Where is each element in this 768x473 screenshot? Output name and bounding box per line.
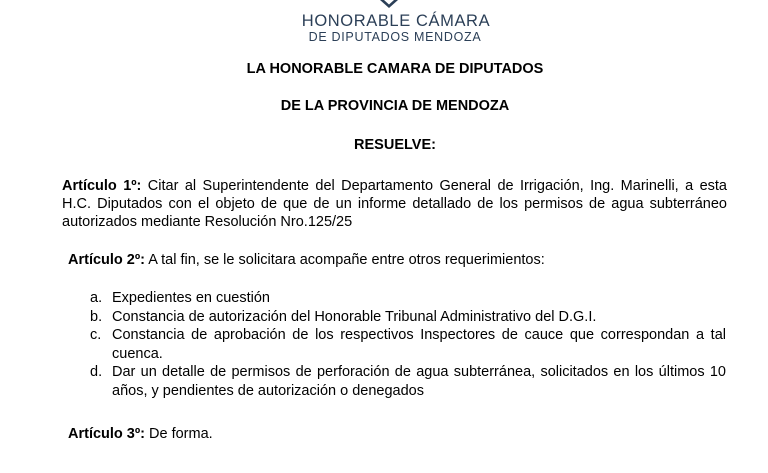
list-marker: b.: [90, 308, 103, 325]
list-item: [90, 308, 726, 327]
article-2-label: Artículo 2º:: [68, 252, 145, 268]
document-title: LA HONORABLE CAMARA DE DIPUTADOS: [246, 61, 544, 77]
resolution-heading: RESUELVE:: [354, 137, 436, 153]
article-3-label: Artículo 3º:: [68, 426, 145, 442]
article-2: [68, 251, 728, 269]
list-marker: d.: [90, 364, 103, 380]
list-item-text: Constancia de aprobación de los respectivos Inspectores de cauce que correspondan a tal cuenca.: [112, 327, 726, 362]
article-3-text: De forma.: [145, 426, 213, 442]
article-1-text: Citar al Superintendente del Departamento General de Irrigación, Ing. Marinelli, a esta H.C. Diputados con el objeto de que de un informe detallado de los permisos de agua subterráneo autorizados mediante Resolución Nro.125/25: [62, 178, 727, 230]
chamber-emblem-icon: [378, 0, 400, 9]
list-item-text: Expedientes en cuestión: [112, 290, 270, 306]
article-1: [62, 177, 727, 231]
list-marker: a.: [90, 290, 103, 306]
org-name-line2: DE DIPUTADOS MENDOZA: [308, 30, 482, 44]
article-2-text: A tal fin, se le solicitara acompañe entre otros requerimientos:: [145, 252, 545, 268]
list-item-text: Dar un detalle de permisos de perforación de agua subterránea, solicitados en los últimos 10 años, y pendientes de autorización o denegados: [112, 364, 726, 399]
document-subtitle: DE LA PROVINCIA DE MENDOZA: [280, 98, 510, 114]
list-item: [90, 326, 726, 363]
article-3: [68, 425, 728, 443]
requirements-list: [90, 289, 726, 400]
list-item-text: Constancia de autorización del Honorable Tribunal Administrativo del D.G.I.: [112, 308, 597, 325]
list-item: [90, 289, 726, 308]
list-marker: c.: [90, 327, 102, 343]
list-item: [90, 363, 726, 400]
article-1-label: Artículo 1º:: [62, 178, 142, 194]
org-name-line1: HONORABLE CÁMARA: [301, 12, 491, 30]
